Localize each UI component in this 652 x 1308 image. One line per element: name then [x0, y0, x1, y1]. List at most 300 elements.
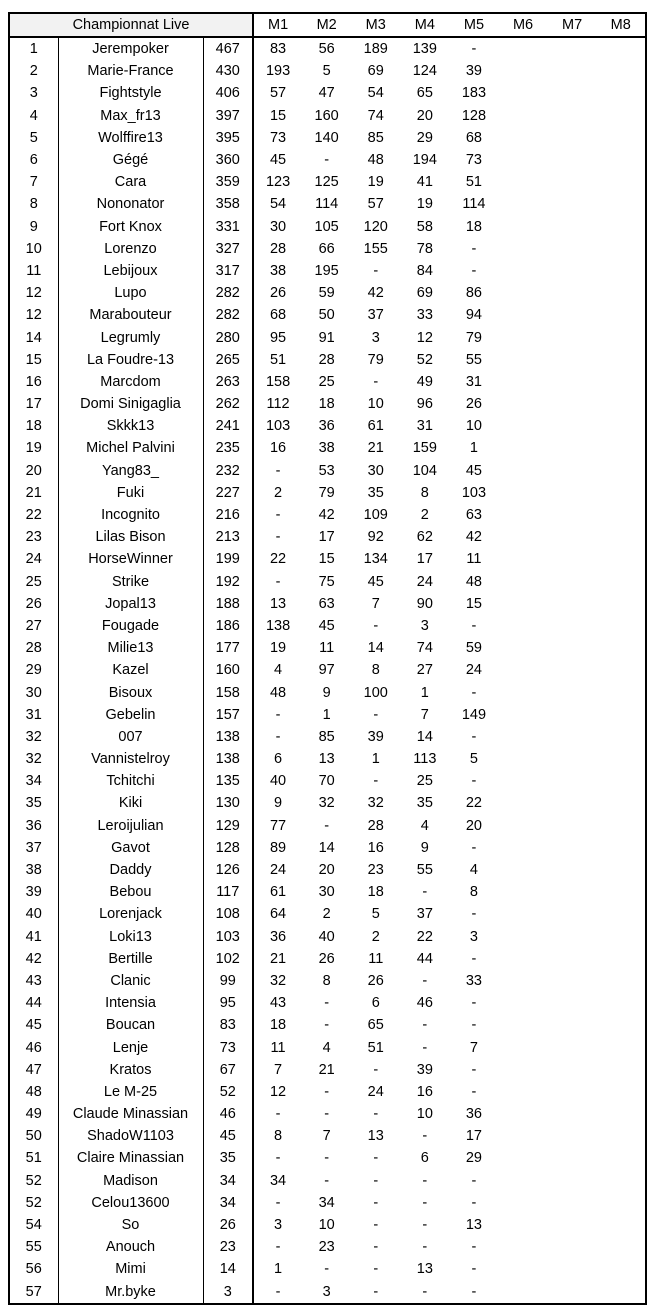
m3-cell: 100 [363, 684, 388, 701]
player-name-cell: Jopal13 [58, 593, 203, 615]
rank-cell: 14 [9, 326, 58, 348]
table-row [9, 1014, 646, 1036]
table-row [9, 60, 646, 82]
m8-cell [597, 881, 646, 903]
m2-cell: - [324, 995, 330, 1012]
m5-cell: 149 [461, 706, 487, 723]
m4-cell: 96 [416, 396, 433, 413]
m7-cell [548, 371, 597, 393]
total-cell: 395 [203, 127, 253, 149]
m5-cell: 45 [465, 462, 482, 479]
m6-cell [498, 393, 547, 415]
m6-cell [498, 881, 547, 903]
m1-cell: 138 [265, 617, 291, 634]
m5-cell: - [471, 617, 477, 634]
table-row [9, 393, 646, 415]
m3-cell: - [373, 1172, 379, 1189]
m6-cell [498, 970, 547, 992]
m5-cell: 29 [465, 1150, 482, 1167]
m4-cell: 90 [416, 595, 433, 612]
m8-cell [597, 260, 646, 282]
rank-cell: 34 [9, 770, 58, 792]
m1-cell: 158 [265, 373, 291, 390]
m5-cell: 33 [465, 972, 482, 989]
header-m4: M4 [400, 13, 449, 37]
m2-cell: - [324, 1017, 330, 1034]
m8-cell [597, 1125, 646, 1147]
m2-cell: 85 [318, 728, 335, 745]
m5-cell: 22 [465, 795, 482, 812]
rank-cell: 43 [9, 970, 58, 992]
total-cell: 262 [203, 393, 253, 415]
table-row [9, 726, 646, 748]
m2-cell: 160 [314, 107, 339, 124]
rank-cell: 28 [9, 637, 58, 659]
total-cell: 135 [203, 770, 253, 792]
m6-cell [498, 326, 547, 348]
m7-cell [548, 770, 597, 792]
m8-cell [597, 304, 646, 326]
rank-cell: 51 [9, 1147, 58, 1169]
m5-cell: 36 [465, 1106, 482, 1123]
total-cell: 45 [203, 1125, 253, 1147]
m7-cell [548, 504, 597, 526]
table-row [9, 1059, 646, 1081]
m7-cell [548, 1147, 597, 1169]
m1-cell: - [275, 1106, 281, 1123]
m5-cell: 10 [465, 418, 482, 435]
m3-cell: 42 [367, 285, 384, 302]
m8-cell [597, 1081, 646, 1103]
player-name-cell: Loki13 [58, 926, 203, 948]
m4-cell: 8 [420, 484, 429, 501]
table-row [9, 1281, 646, 1304]
rank-cell: 7 [9, 171, 58, 193]
m5-cell: 13 [465, 1217, 482, 1234]
player-name-cell: Daddy [58, 859, 203, 881]
m7-cell [548, 282, 597, 304]
total-cell: 188 [203, 593, 253, 615]
m7-cell [548, 792, 597, 814]
m4-cell: 37 [416, 906, 433, 923]
total-cell: 227 [203, 482, 253, 504]
m2-cell: 70 [318, 773, 335, 790]
rank-cell: 32 [9, 726, 58, 748]
player-name-cell: Milie13 [58, 637, 203, 659]
m3-cell: 1 [371, 751, 380, 768]
table-row [9, 837, 646, 859]
player-name-cell: Anouch [58, 1236, 203, 1258]
m1-cell: 34 [269, 1172, 287, 1189]
m7-cell [548, 1036, 597, 1058]
total-cell: 99 [203, 970, 253, 992]
m8-cell [597, 393, 646, 415]
m8-cell [597, 1192, 646, 1214]
m8-cell [597, 1258, 646, 1280]
player-name-cell: 007 [58, 726, 203, 748]
rank-cell: 32 [9, 748, 58, 770]
player-name-cell: Celou13600 [58, 1192, 203, 1214]
m6-cell [498, 704, 547, 726]
m4-cell: - [422, 1017, 428, 1034]
total-cell: 265 [203, 349, 253, 371]
m6-cell [498, 1236, 547, 1258]
m1-cell: - [275, 728, 281, 745]
m7-cell [548, 149, 597, 171]
m5-cell: 51 [465, 174, 482, 191]
m6-cell [498, 1258, 547, 1280]
m2-cell: 5 [322, 63, 331, 80]
m4-cell: 55 [416, 862, 433, 879]
m2-cell: 8 [322, 972, 331, 989]
m3-cell: 10 [367, 396, 384, 413]
player-name-cell: Fightstyle [58, 82, 203, 104]
total-cell: 95 [203, 992, 253, 1014]
header-m2: M2 [302, 13, 351, 37]
total-cell: 232 [203, 460, 253, 482]
m5-cell: - [471, 262, 477, 279]
player-name-cell: HorseWinner [58, 548, 203, 570]
player-name-cell: Cara [58, 171, 203, 193]
player-name-cell: Fort Knox [58, 216, 203, 238]
m5-cell: - [471, 240, 477, 257]
m1-cell: 45 [269, 152, 287, 169]
m3-cell: 57 [367, 196, 384, 213]
player-name-cell: La Foudre-13 [58, 349, 203, 371]
player-name-cell: Kiki [58, 792, 203, 814]
m7-cell [548, 415, 597, 437]
m5-cell: 59 [465, 640, 482, 657]
table-row [9, 216, 646, 238]
rank-cell: 21 [9, 482, 58, 504]
m7-cell [548, 926, 597, 948]
m4-cell: 78 [416, 240, 433, 257]
m7-cell [548, 437, 597, 459]
m7-cell [548, 637, 597, 659]
m1-cell: 18 [269, 1017, 287, 1034]
player-name-cell: Skkk13 [58, 415, 203, 437]
m1-cell: - [275, 507, 281, 524]
m6-cell [498, 216, 547, 238]
m2-cell: 66 [318, 240, 335, 257]
m7-cell [548, 105, 597, 127]
player-name-cell: Lebijoux [58, 260, 203, 282]
table-row [9, 238, 646, 260]
m4-cell: 6 [420, 1150, 429, 1167]
m3-cell: 32 [367, 795, 384, 812]
table-row [9, 637, 646, 659]
m3-cell: - [373, 1283, 379, 1300]
player-name-cell: Legrumly [58, 326, 203, 348]
m3-cell: - [373, 262, 379, 279]
table-row [9, 1081, 646, 1103]
total-cell: 199 [203, 548, 253, 570]
m8-cell [597, 371, 646, 393]
m5-cell: 5 [469, 751, 478, 768]
m7-cell [548, 1170, 597, 1192]
m3-cell: 21 [367, 440, 384, 457]
player-name-cell: So [58, 1214, 203, 1236]
m5-cell: 24 [465, 662, 482, 679]
m7-cell [548, 726, 597, 748]
total-cell: 263 [203, 371, 253, 393]
m2-cell: 2 [322, 906, 331, 923]
m1-cell: 61 [269, 884, 287, 901]
m7-cell [548, 704, 597, 726]
header-m5: M5 [449, 13, 498, 37]
championship-table [8, 12, 647, 1305]
m3-cell: 8 [371, 662, 380, 679]
m2-cell: 75 [318, 573, 335, 590]
m6-cell [498, 792, 547, 814]
total-cell: 317 [203, 260, 253, 282]
m3-cell: 79 [367, 351, 384, 368]
total-cell: 14 [203, 1258, 253, 1280]
m8-cell [597, 903, 646, 925]
m1-cell: 43 [269, 995, 287, 1012]
m4-cell: 84 [416, 262, 433, 279]
player-name-cell: Madison [58, 1170, 203, 1192]
m3-cell: 13 [367, 1128, 384, 1145]
m6-cell [498, 1147, 547, 1169]
m6-cell [498, 926, 547, 948]
m8-cell [597, 415, 646, 437]
player-name-cell: Lorenzo [58, 238, 203, 260]
m5-cell: 68 [465, 129, 482, 146]
m1-cell: - [275, 706, 281, 723]
m5-cell: 79 [465, 329, 482, 346]
m3-cell: - [373, 1106, 379, 1123]
m5-cell: - [471, 773, 477, 790]
player-name-cell: Kazel [58, 659, 203, 681]
total-cell: 102 [203, 948, 253, 970]
table-row [9, 504, 646, 526]
total-cell: 73 [203, 1036, 253, 1058]
m5-cell: 114 [462, 196, 486, 213]
m2-cell: 140 [314, 129, 339, 146]
m1-cell: 28 [269, 240, 287, 257]
rank-cell: 42 [9, 948, 58, 970]
m1-cell: 15 [269, 107, 287, 124]
rank-cell: 16 [9, 371, 58, 393]
rank-cell: 15 [9, 349, 58, 371]
m2-cell: 79 [318, 484, 335, 501]
m8-cell [597, 1281, 646, 1304]
total-cell: 282 [203, 304, 253, 326]
player-name-cell: Jerempoker [58, 37, 203, 60]
m1-cell: 38 [269, 262, 287, 279]
table-row [9, 1036, 646, 1058]
m4-cell: 2 [420, 507, 429, 524]
table-row [9, 260, 646, 282]
m6-cell [498, 37, 547, 60]
m2-cell: 15 [318, 551, 335, 568]
m7-cell [548, 881, 597, 903]
rank-cell: 29 [9, 659, 58, 681]
m7-cell [548, 193, 597, 215]
m4-cell: 17 [416, 551, 433, 568]
player-name-cell: Lupo [58, 282, 203, 304]
rank-cell: 30 [9, 681, 58, 703]
m3-cell: 65 [367, 1017, 384, 1034]
m4-cell: 1 [420, 684, 429, 701]
m3-cell: - [373, 373, 379, 390]
m3-cell: 134 [363, 551, 388, 568]
m6-cell [498, 482, 547, 504]
m7-cell [548, 304, 597, 326]
m8-cell [597, 859, 646, 881]
total-cell: 397 [203, 105, 253, 127]
m8-cell [597, 238, 646, 260]
player-name-cell: Vannistelroy [58, 748, 203, 770]
m4-cell: 52 [416, 351, 433, 368]
m4-cell: 33 [416, 307, 433, 324]
m7-cell [548, 837, 597, 859]
m2-cell: 63 [318, 595, 335, 612]
player-name-cell: Claire Minassian [58, 1147, 203, 1169]
m3-cell: - [373, 1061, 379, 1078]
m4-cell: 25 [416, 773, 433, 790]
player-name-cell: Intensia [58, 992, 203, 1014]
table-row [9, 171, 646, 193]
total-cell: 117 [203, 881, 253, 903]
rank-cell: 52 [9, 1170, 58, 1192]
m2-cell: 97 [318, 662, 335, 679]
m2-cell: 50 [318, 307, 335, 324]
rank-cell: 26 [9, 593, 58, 615]
table-row [9, 1147, 646, 1169]
m6-cell [498, 659, 547, 681]
m5-cell: 18 [465, 218, 482, 235]
m5-cell: 63 [465, 507, 482, 524]
total-cell: 192 [203, 571, 253, 593]
table-row [9, 437, 646, 459]
m3-cell: 24 [367, 1083, 384, 1100]
m6-cell [498, 526, 547, 548]
m1-cell: 9 [274, 795, 283, 812]
m4-cell: 12 [416, 329, 433, 346]
total-cell: 103 [203, 926, 253, 948]
m7-cell [548, 1103, 597, 1125]
m1-cell: 103 [265, 418, 291, 435]
m7-cell [548, 659, 597, 681]
m5-cell: 31 [465, 373, 482, 390]
rank-cell: 4 [9, 105, 58, 127]
header-m6: M6 [498, 13, 547, 37]
table-row [9, 460, 646, 482]
m8-cell [597, 548, 646, 570]
m7-cell [548, 1125, 597, 1147]
m2-cell: 3 [322, 1283, 331, 1300]
m7-cell [548, 127, 597, 149]
m5-cell: 94 [465, 307, 482, 324]
m2-cell: 45 [318, 617, 335, 634]
m6-cell [498, 1125, 547, 1147]
m1-cell: 89 [269, 839, 287, 856]
rank-cell: 50 [9, 1125, 58, 1147]
player-name-cell: Kratos [58, 1059, 203, 1081]
player-name-cell: Mimi [58, 1258, 203, 1280]
m6-cell [498, 349, 547, 371]
m3-cell: - [373, 1261, 379, 1278]
m1-cell: 12 [269, 1083, 287, 1100]
total-cell: 138 [203, 726, 253, 748]
rank-cell: 48 [9, 1081, 58, 1103]
m5-cell: - [471, 41, 477, 58]
m4-cell: 62 [416, 529, 433, 546]
m2-cell: - [324, 1261, 330, 1278]
table-row [9, 815, 646, 837]
m5-cell: 48 [465, 573, 482, 590]
table-row [9, 593, 646, 615]
m8-cell [597, 681, 646, 703]
m1-cell: 3 [274, 1217, 283, 1234]
rank-cell: 12 [9, 304, 58, 326]
m5-cell: 103 [461, 484, 487, 501]
m1-cell: 68 [269, 307, 287, 324]
m4-cell: - [422, 884, 428, 901]
m2-cell: - [324, 1106, 330, 1123]
m6-cell [498, 548, 547, 570]
m5-cell: 86 [465, 285, 482, 302]
m2-cell: 59 [318, 285, 335, 302]
m8-cell [597, 726, 646, 748]
m3-cell: 26 [367, 972, 384, 989]
m7-cell [548, 593, 597, 615]
m1-cell: 54 [269, 196, 287, 213]
m4-cell: - [422, 1172, 428, 1189]
m1-cell: 30 [269, 218, 287, 235]
m2-cell: 23 [318, 1239, 335, 1256]
m3-cell: 74 [367, 107, 384, 124]
m1-cell: 73 [269, 129, 287, 146]
total-cell: 358 [203, 193, 253, 215]
m7-cell [548, 859, 597, 881]
m5-cell: - [471, 1172, 477, 1189]
m3-cell: 54 [367, 85, 384, 102]
m6-cell [498, 504, 547, 526]
m8-cell [597, 1214, 646, 1236]
m3-cell: 85 [367, 129, 384, 146]
m1-cell: 64 [269, 906, 287, 923]
m1-cell: 26 [269, 285, 287, 302]
m4-cell: 194 [412, 152, 437, 169]
m3-cell: 120 [363, 218, 388, 235]
m2-cell: 11 [319, 640, 335, 657]
m3-cell: - [373, 706, 379, 723]
m3-cell: 155 [363, 240, 388, 257]
table-row [9, 792, 646, 814]
m4-cell: - [422, 1128, 428, 1145]
m8-cell [597, 1236, 646, 1258]
m1-cell: - [275, 1194, 281, 1211]
m7-cell [548, 460, 597, 482]
m8-cell [597, 659, 646, 681]
m7-cell [548, 903, 597, 925]
m8-cell [597, 349, 646, 371]
m4-cell: 41 [416, 174, 433, 191]
m8-cell [597, 1059, 646, 1081]
total-cell: 280 [203, 326, 253, 348]
m5-cell: 11 [466, 551, 482, 568]
m6-cell [498, 770, 547, 792]
total-cell: 359 [203, 171, 253, 193]
m2-cell: 4 [322, 1039, 331, 1056]
m1-cell: - [275, 573, 281, 590]
player-name-cell: Fuki [58, 482, 203, 504]
header-row [9, 13, 646, 37]
m6-cell [498, 992, 547, 1014]
